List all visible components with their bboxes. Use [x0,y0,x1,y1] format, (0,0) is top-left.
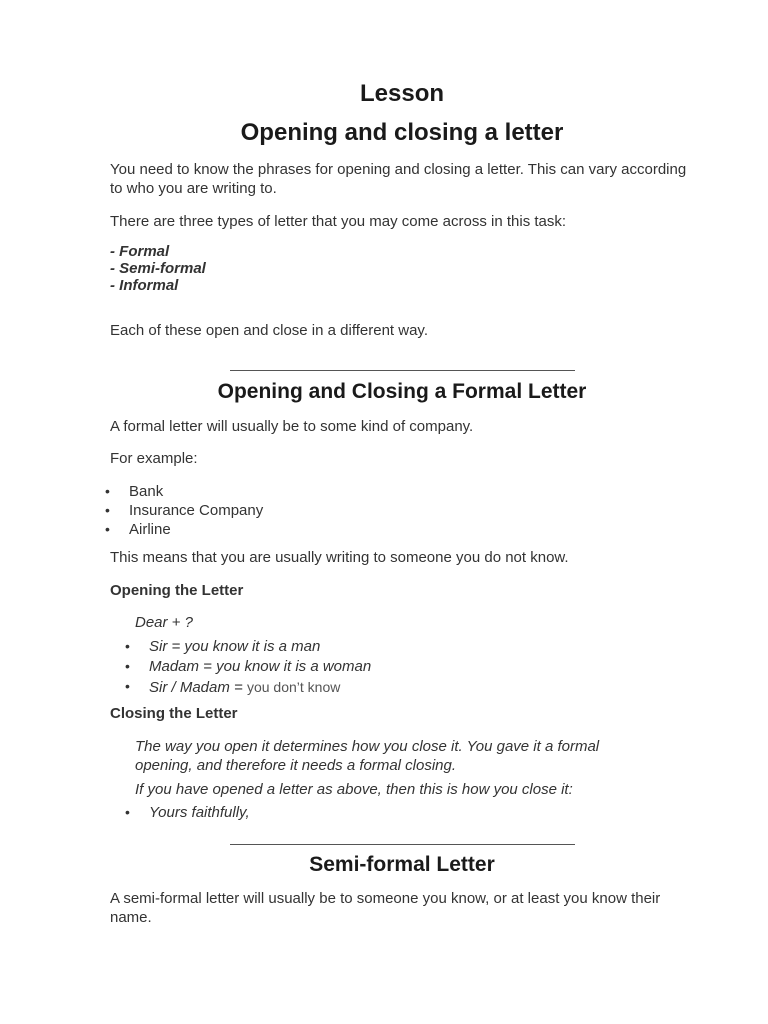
formal-description: A formal letter will usually be to some kind of company. [110,418,474,435]
list-item: • Sir = you know it is a man [125,638,321,655]
example-label: For example: [110,450,198,467]
opening-heading: Opening the Letter [110,582,244,599]
closing-text-2: If you have opened a letter as above, then this is how you close it: [135,781,573,798]
page-title: Opening and closing a letter [240,119,564,146]
formal-meaning: This means that you are usually writing to someone you do not know. [110,549,569,566]
list-item: • Sir / Madam = you don’t know [125,678,341,696]
letter-type-item: - Informal [110,277,179,294]
salutations-list [125,637,372,698]
closing-heading: Closing the Letter [110,705,238,722]
letter-types-list [110,243,695,294]
closing-list [125,803,250,822]
intro-paragraph-3: Each of these open and close in a different way. [110,322,428,339]
section-divider [230,844,575,845]
closing-text-1: The way you open it determines how you close it. You gave it a formal opening, and therefore it needs a formal closing. [135,738,600,774]
letter-type-item: - Semi-formal [110,260,206,277]
intro-paragraph-2: There are three types of letter that you may come across in this task: [110,213,567,230]
list-item: • Yours faithfully, [125,804,250,821]
section-divider [230,370,575,371]
letter-type-item: - Formal [110,243,170,260]
list-item: • Airline [105,521,171,538]
semi-formal-heading: Semi-formal Letter [309,853,495,876]
dear-line: Dear + ? [135,614,193,631]
lesson-label: Lesson [359,80,445,107]
list-item: • Bank [105,483,164,500]
semi-formal-description: A semi-formal letter will usually be to someone you know, or at least you know their name. [110,890,661,926]
intro-paragraph-1: You need to know the phrases for opening and closing a letter. This can vary according to who you are writing to. [110,161,687,197]
list-item: • Madam = you know it is a woman [125,658,372,675]
examples-list [105,482,264,539]
list-item: • Insurance Company [105,502,264,519]
formal-heading: Opening and Closing a Formal Letter [217,380,587,403]
